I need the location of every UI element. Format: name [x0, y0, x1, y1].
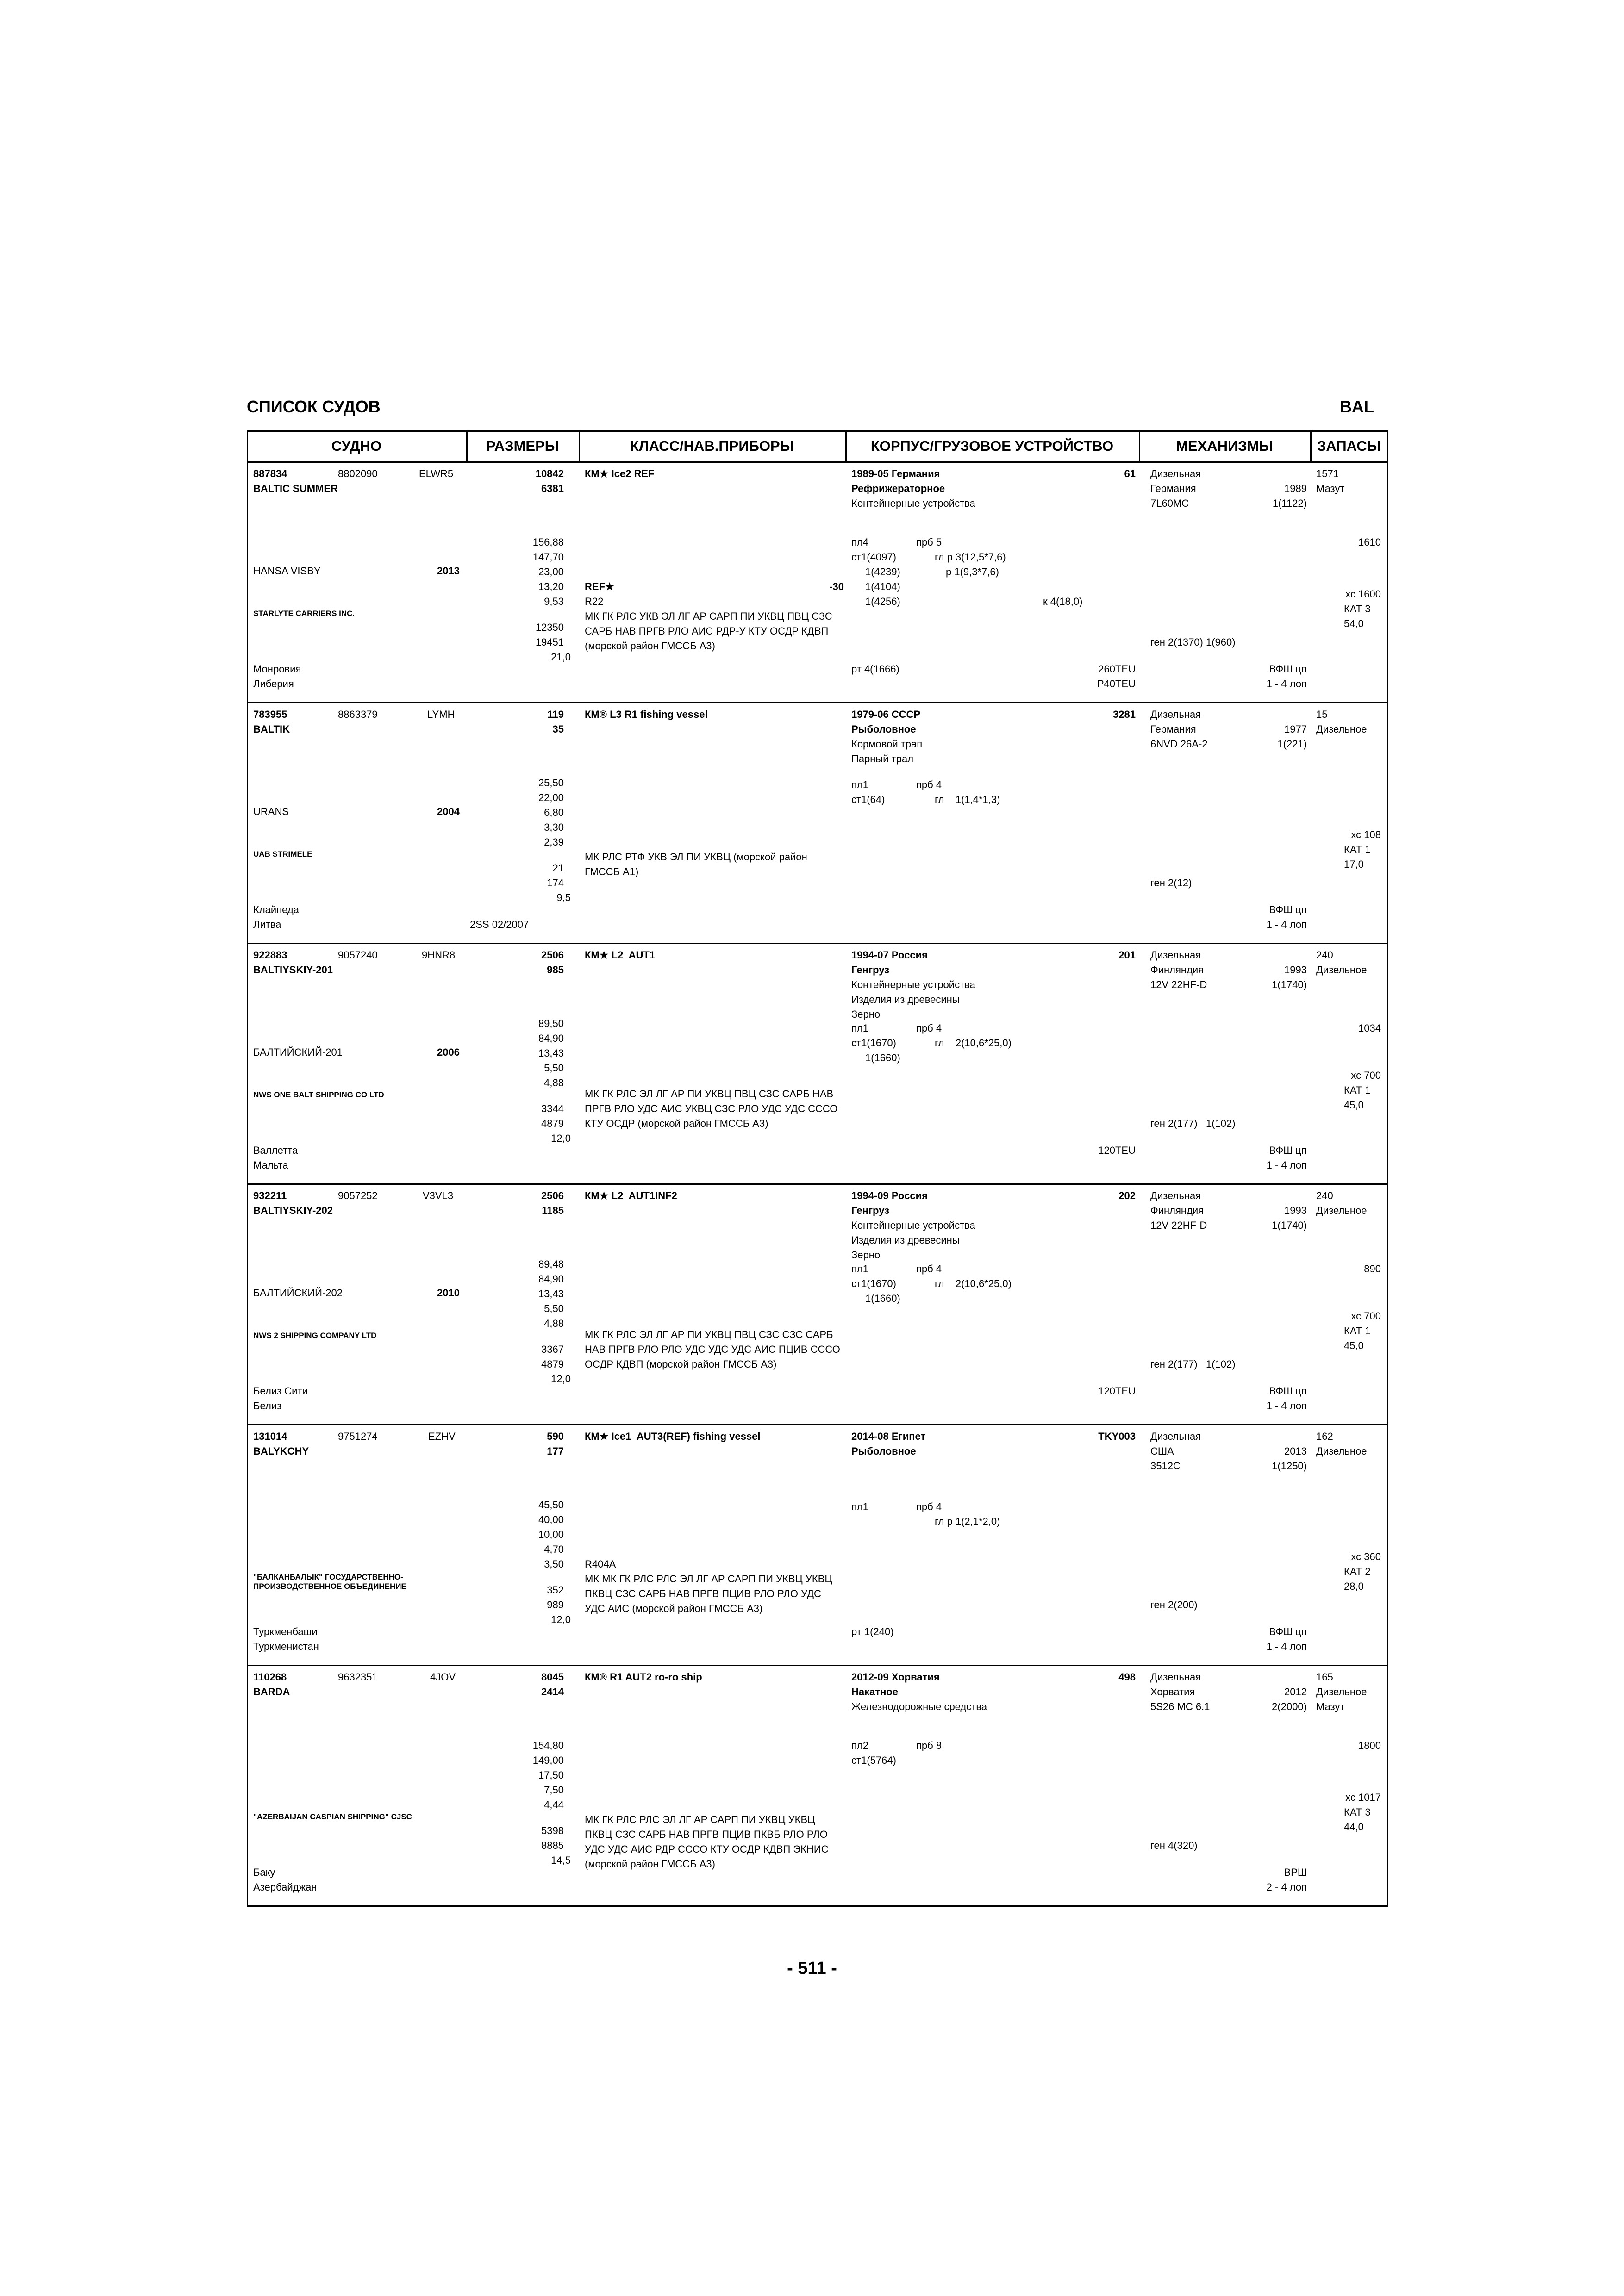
register-number: 131014: [253, 1431, 287, 1442]
propeller: ВФШ цп: [1269, 904, 1307, 915]
fuel-reserve: 890: [1364, 1263, 1381, 1275]
build-info: 2014-08 Египет: [851, 1431, 926, 1442]
imo-number: 9057252: [338, 1190, 378, 1201]
owner: "AZERBAIJAN CASPIAN SHIPPING" CJSC: [253, 1812, 412, 1821]
yard-number: 498: [1118, 1671, 1136, 1683]
register-number: 932211: [253, 1190, 287, 1201]
imo-number: 9751274: [338, 1431, 378, 1442]
dimension: 13,43: [538, 1047, 564, 1059]
dimension: 4,88: [544, 1318, 564, 1329]
engine-type: Дизельная: [1150, 1190, 1201, 1201]
engine-model: 7L60MC: [1150, 498, 1189, 509]
propeller: ВФШ цп: [1269, 1385, 1307, 1397]
fuel-capacity: 162: [1316, 1431, 1333, 1442]
column-divider: [466, 430, 468, 463]
nav-equipment: МК ГК РЛС ЭЛ ЛГ АР ПИ УКВЦ ПВЦ СЗС СЗС САРБ НАВ ПРГВ РЛО РЛО УДС УДС УДС АИС ПЦИВ СССО ОСДР КДВП (морской район ГМССБ А3): [585, 1329, 840, 1370]
engine-type: Дизельная: [1150, 1431, 1201, 1442]
former-name: БАЛТИЙСКИЙ-201: [253, 1046, 343, 1058]
net-tonnage: 2414: [541, 1686, 564, 1698]
call-sign: V3VL3: [423, 1190, 454, 1201]
dimension: 84,90: [538, 1273, 564, 1285]
register-number: 887834: [253, 468, 287, 479]
nav-equipment: МК ГК РЛС УКВ ЭЛ ЛГ АР САРП ПИ УКВЦ ПВЦ СЗС САРБ НАВ ПРГВ РЛО АИС РДР-У КТУ ОСДР КДВП (морской район ГМССБ А3): [585, 610, 832, 652]
yard-number: 201: [1118, 949, 1136, 961]
cargo-gear: Парный трал: [851, 753, 914, 765]
refrigeration-capacity: хс 360: [1351, 1551, 1381, 1562]
register-number: 922883: [253, 949, 287, 961]
column-divider: [1310, 430, 1312, 463]
dimension: 13,20: [538, 581, 564, 592]
hold: 1(1660): [865, 1052, 900, 1064]
hatch: гл р 3(12,5*7,6): [935, 551, 1006, 563]
refrigeration-capacity: хс 1017: [1345, 1792, 1381, 1803]
flag: Литва: [253, 919, 281, 930]
class-notation: КМ★ L2 AUT1: [585, 949, 656, 961]
propeller-blades: 1 - 4 лоп: [1266, 919, 1307, 930]
ramp: рт 4(1666): [851, 663, 899, 675]
speed: 9,5: [556, 892, 571, 903]
stores-value: 17,0: [1344, 859, 1364, 870]
engine-year: 2013: [1284, 1445, 1307, 1457]
bulkheads: прб 5: [916, 536, 942, 548]
deadweight: 21: [552, 862, 564, 874]
dimension: 9,53: [544, 596, 564, 607]
hatch: гл 1(1,4*1,3): [935, 794, 1000, 805]
fuel-capacity: 165: [1316, 1671, 1333, 1683]
decks: пл4: [851, 536, 868, 548]
dimension: 149,00: [532, 1755, 564, 1766]
decks: пл1: [851, 1501, 868, 1512]
dimension: 3,50: [544, 1558, 564, 1570]
engine-type: Дизельная: [1150, 1671, 1201, 1683]
engine-country: Финляндия: [1150, 964, 1204, 976]
stores-value: 44,0: [1344, 1821, 1364, 1833]
generators: ген 2(200): [1150, 1599, 1198, 1611]
category: КАТ 1: [1344, 1325, 1371, 1337]
propeller: ВФШ цп: [1269, 1145, 1307, 1156]
build-info: 1994-09 Россия: [851, 1190, 928, 1201]
register-number: 783955: [253, 709, 287, 720]
engine-year: 1989: [1284, 483, 1307, 494]
net-tonnage: 6381: [541, 483, 564, 494]
nav-equipment: МК ГК РЛС РЛС ЭЛ ЛГ АР САРП ПИ УКВЦ УКВЦ ПКВЦ СЗС САРБ НАВ ПРГВ ПЦИВ ПКВБ РЛО РЛО УДС УДС АИС РДР СССО КТУ ОСДР КДВП ЭКНИС (морской район ГМССБ А3): [585, 1814, 829, 1870]
year: 2010: [437, 1287, 460, 1299]
port: Туркменбаши: [253, 1626, 318, 1637]
engine-year: 2012: [1284, 1686, 1307, 1698]
hold: 1(1660): [865, 1293, 900, 1304]
refrigeration-capacity: хс 108: [1351, 829, 1381, 840]
port: Баку: [253, 1867, 275, 1878]
deadweight: 352: [547, 1584, 564, 1596]
deadweight: 5398: [541, 1825, 564, 1836]
cargo-gear: Железнодорожные средства: [851, 1701, 987, 1712]
yard-number: 61: [1124, 468, 1136, 479]
bulkheads: прб 4: [916, 779, 942, 790]
ship-name: BALTIK: [253, 723, 290, 735]
ship-name: BARDA: [253, 1686, 290, 1698]
ship-record: [247, 1666, 1388, 1905]
bulkheads: прб 4: [916, 1022, 942, 1034]
column-header-dimensions: РАЗМЕРЫ: [466, 430, 579, 463]
stores-value: 45,0: [1344, 1099, 1364, 1111]
flag: Мальта: [253, 1159, 288, 1171]
ship-record: [247, 944, 1388, 1185]
class-notation: КМ® L3 R1 fishing vessel: [585, 709, 708, 720]
engine-year: 1993: [1284, 1205, 1307, 1216]
ship-name: BALTIYSKIY-201: [253, 964, 333, 976]
cargo-gear: Зерно: [851, 1249, 881, 1261]
stores-value: 45,0: [1344, 1340, 1364, 1351]
propeller-blades: 1 - 4 лоп: [1266, 678, 1307, 690]
hold: ст1(5764): [851, 1755, 896, 1766]
hatch: р 1(9,3*7,6): [946, 566, 999, 578]
call-sign: ELWR5: [419, 468, 454, 479]
hatch: гл 2(10,6*25,0): [935, 1278, 1012, 1289]
year: 2006: [437, 1046, 460, 1058]
engine-type: Дизельная: [1150, 468, 1201, 479]
owner: "БАЛКАНБАЛЫК" ГОСУДАРСТВЕННО-ПРОИЗВОДСТВЕННОЕ ОБЪЕДИНЕНИЕ: [253, 1573, 406, 1591]
net-tonnage: 1185: [542, 1205, 564, 1216]
dimension: 17,50: [538, 1769, 564, 1781]
fuel-reserve: 1610: [1358, 536, 1381, 548]
ship-record: [247, 1185, 1388, 1425]
speed: 12,0: [551, 1373, 571, 1385]
class-notation: КМ★ Ice2 REF: [585, 468, 655, 479]
port: Монровия: [253, 663, 301, 675]
stores-value: 54,0: [1344, 618, 1364, 629]
propeller: ВФШ цп: [1269, 663, 1307, 675]
propeller: ВФШ цп: [1269, 1626, 1307, 1637]
dimension: 40,00: [538, 1514, 564, 1525]
build-info: 2012-09 Хорватия: [851, 1671, 940, 1683]
speed: 12,0: [551, 1614, 571, 1625]
fuel-capacity: 240: [1316, 1190, 1333, 1201]
year: 2004: [437, 806, 460, 817]
imo-number: 8802090: [338, 468, 378, 479]
dimension: 13,43: [538, 1288, 564, 1300]
dimension: 3,30: [544, 821, 564, 833]
engine-country: Германия: [1150, 723, 1196, 735]
nav-equipment: МК МК ГК РЛС РЛС ЭЛ ЛГ АР САРП ПИ УКВЦ УКВЦ ПКВЦ СЗС САРБ НАВ ПРГВ ПЦИВ РЛО РЛО УДС УДС АИС (морской район ГМССБ А3): [585, 1573, 832, 1614]
nav-equipment: МК РЛС РТФ УКВ ЭЛ ПИ УКВЦ (морской район ГМССБ А1): [585, 851, 807, 877]
hold: ст1(1670): [851, 1278, 896, 1289]
fuel-reserve: 1034: [1358, 1022, 1381, 1034]
container-capacity: 260TEU: [1098, 663, 1136, 675]
flag: Либерия: [253, 678, 294, 690]
hold: 1(4104): [865, 581, 900, 592]
dimension: 89,48: [538, 1258, 564, 1270]
hold: ст1(1670): [851, 1037, 896, 1049]
refrigeration-capacity: хс 700: [1351, 1310, 1381, 1322]
fuel-type: Мазут: [1316, 483, 1345, 494]
category: КАТ 3: [1344, 1806, 1371, 1818]
hatch: гл р 1(2,1*2,0): [935, 1516, 1000, 1527]
engine-type: Дизельная: [1150, 709, 1201, 720]
port: Клайпеда: [253, 904, 299, 915]
fuel-type: Мазут: [1316, 1701, 1345, 1712]
dimension: 5,50: [544, 1303, 564, 1314]
gross-tonnage: 8045: [541, 1671, 564, 1683]
build-info: 1994-07 Россия: [851, 949, 928, 961]
dimension: 4,70: [544, 1543, 564, 1555]
hold: 1(4239): [865, 566, 900, 578]
class-notation: КМ® R1 AUT2 ro-ro ship: [585, 1671, 702, 1683]
container-capacity: 120TEU: [1098, 1385, 1136, 1397]
column-divider: [579, 430, 580, 463]
propeller: ВРШ: [1284, 1867, 1307, 1878]
engine-model: 12V 22HF-D: [1150, 1220, 1207, 1231]
ship-record: [247, 1425, 1388, 1666]
bulkheads: прб 4: [916, 1263, 942, 1275]
column-header-machinery: МЕХАНИЗМЫ: [1139, 430, 1310, 463]
cargo-gear: Кормовой трап: [851, 738, 923, 750]
engine-power: 1(221): [1277, 738, 1307, 750]
bulkheads: прб 8: [916, 1740, 942, 1751]
generators: ген 2(1370) 1(960): [1150, 636, 1236, 648]
speed: 21,0: [551, 651, 571, 663]
fuel-type: Дизельное: [1316, 964, 1367, 976]
cargo-gear: Контейнерные устройства: [851, 498, 975, 509]
propeller-blades: 1 - 4 лоп: [1266, 1641, 1307, 1652]
propeller-blades: 1 - 4 лоп: [1266, 1159, 1307, 1171]
net-tonnage: 177: [547, 1445, 564, 1457]
year: 2013: [437, 565, 460, 577]
class-notation: КМ★ Ice1 AUT3(REF) fishing vessel: [585, 1431, 761, 1442]
register-number: 110268: [253, 1671, 287, 1683]
column-header-vessel: СУДНО: [247, 430, 466, 463]
decks: пл1: [851, 1263, 868, 1275]
engine-power: 2(2000): [1272, 1701, 1307, 1712]
gross-tonnage: 2506: [541, 1190, 564, 1201]
section-code: BAL: [1340, 397, 1374, 416]
owner: UAB STRIMELE: [253, 850, 312, 859]
dimension: 22,00: [538, 792, 564, 803]
refrigerant: R404A: [585, 1558, 616, 1570]
fuel-type: Дизельное: [1316, 1686, 1367, 1698]
displacement: 4879: [541, 1358, 564, 1370]
engine-country: Германия: [1150, 483, 1196, 494]
category: КАТ 3: [1344, 603, 1371, 615]
ship-name: BALTIC SUMMER: [253, 483, 338, 494]
flag: Туркменистан: [253, 1641, 319, 1652]
fuel-type: Дизельное: [1316, 1445, 1367, 1457]
container-capacity: P40TEU: [1097, 678, 1136, 690]
ship-type: Рефрижераторное: [851, 483, 945, 494]
dimension: 23,00: [538, 566, 564, 578]
gross-tonnage: 10842: [535, 468, 564, 479]
displacement: 8885: [541, 1840, 564, 1851]
yard-number: TKY003: [1098, 1431, 1136, 1442]
dimension: 2,39: [544, 836, 564, 848]
propeller-blades: 1 - 4 лоп: [1266, 1400, 1307, 1412]
owner: NWS 2 SHIPPING COMPANY LTD: [253, 1331, 377, 1340]
category: КАТ 2: [1344, 1566, 1371, 1577]
generators: ген 2(12): [1150, 877, 1192, 889]
refrigeration-capacity: хс 1600: [1345, 588, 1381, 600]
ship-type: Генгруз: [851, 964, 890, 976]
yard-number: 3281: [1113, 709, 1136, 720]
decks: пл2: [851, 1740, 868, 1751]
ship-record: [247, 463, 1388, 703]
hold: ст1(64): [851, 794, 885, 805]
page-number: - 511 -: [787, 1959, 837, 1978]
decks: пл1: [851, 1022, 868, 1034]
refrigerant: R22: [585, 596, 604, 607]
fuel-capacity: 1571: [1316, 468, 1339, 479]
generators: ген 2(177) 1(102): [1150, 1118, 1236, 1129]
former-name: БАЛТИЙСКИЙ-202: [253, 1287, 343, 1299]
hatch: гл 2(10,6*25,0): [935, 1037, 1012, 1049]
hold: ст1(4097): [851, 551, 896, 563]
nav-equipment: МК ГК РЛС ЭЛ ЛГ АР ПИ УКВЦ ПВЦ СЗС САРБ НАВ ПРГВ РЛО УДС АИС УКВЦ СЗС РЛО УДС УДС СССО КТУ ОСДР (морской район ГМССБ А3): [585, 1088, 838, 1129]
owner: NWS ONE BALT SHIPPING CO LTD: [253, 1090, 384, 1099]
port: Белиз Сити: [253, 1385, 308, 1397]
engine-country: США: [1150, 1445, 1174, 1457]
cargo-gear: Контейнерные устройства: [851, 979, 975, 990]
engine-year: 1977: [1284, 723, 1307, 735]
deadweight: 12350: [535, 622, 564, 633]
column-header-stores: ЗАПАСЫ: [1310, 430, 1388, 463]
dimension: 154,80: [532, 1740, 564, 1751]
fuel-capacity: 240: [1316, 949, 1333, 961]
deadweight: 3367: [541, 1344, 564, 1355]
former-name: URANS: [253, 806, 289, 817]
ship-type: Генгруз: [851, 1205, 890, 1216]
category: КАТ 1: [1344, 1084, 1371, 1096]
survey-status: 2SS 02/2007: [470, 919, 529, 930]
dimension: 25,50: [538, 777, 564, 789]
engine-year: 1993: [1284, 964, 1307, 976]
net-tonnage: 985: [547, 964, 564, 976]
dimension: 7,50: [544, 1784, 564, 1796]
engine-model: 12V 22HF-D: [1150, 979, 1207, 990]
gross-tonnage: 119: [547, 709, 564, 720]
propeller-blades: 2 - 4 лоп: [1266, 1881, 1307, 1893]
imo-number: 9057240: [338, 949, 378, 961]
engine-power: 1(1740): [1272, 1220, 1307, 1231]
fuel-type: Дизельное: [1316, 723, 1367, 735]
former-name: HANSA VISBY: [253, 565, 321, 577]
dimension: 6,80: [544, 807, 564, 818]
dimension: 147,70: [532, 551, 564, 563]
decks: пл1: [851, 779, 868, 790]
bulkheads: прб 4: [916, 1501, 942, 1512]
engine-country: Хорватия: [1150, 1686, 1195, 1698]
imo-number: 8863379: [338, 709, 378, 720]
cargo-gear: Изделия из древесины: [851, 1234, 960, 1246]
displacement: 174: [547, 877, 564, 889]
dimension: 84,90: [538, 1033, 564, 1044]
dimension: 89,50: [538, 1018, 564, 1029]
ship-type: Рыболовное: [851, 1445, 916, 1457]
hold: 1(4256): [865, 596, 900, 607]
engine-power: 1(1122): [1272, 498, 1307, 509]
imo-number: 9632351: [338, 1671, 378, 1683]
generators: ген 4(320): [1150, 1840, 1198, 1851]
engine-country: Финляндия: [1150, 1205, 1204, 1216]
gross-tonnage: 2506: [541, 949, 564, 961]
displacement: 19451: [535, 636, 564, 648]
speed: 12,0: [551, 1132, 571, 1144]
container-capacity: 120TEU: [1098, 1145, 1136, 1156]
cargo-gear: Контейнерные устройства: [851, 1220, 975, 1231]
engine-power: 1(1250): [1272, 1460, 1307, 1472]
stores-value: 28,0: [1344, 1580, 1364, 1592]
displacement: 4879: [541, 1118, 564, 1129]
ship-record: [247, 703, 1388, 944]
dimension: 4,44: [544, 1799, 564, 1811]
engine-power: 1(1740): [1272, 979, 1307, 990]
call-sign: 9HNR8: [422, 949, 456, 961]
cranes: к 4(18,0): [1043, 596, 1083, 607]
flag: Азербайджан: [253, 1881, 317, 1893]
port: Валлетта: [253, 1145, 298, 1156]
cargo-gear: Изделия из древесины: [851, 994, 960, 1005]
dimension: 4,88: [544, 1077, 564, 1089]
page-title: СПИСОК СУДОВ: [247, 397, 381, 416]
deadweight: 3344: [541, 1103, 564, 1114]
gross-tonnage: 590: [547, 1431, 564, 1442]
net-tonnage: 35: [552, 723, 564, 735]
engine-model: 5S26 MC 6.1: [1150, 1701, 1210, 1712]
ramp: рт 1(240): [851, 1626, 894, 1637]
ref-temperature: -30: [829, 581, 844, 592]
call-sign: LYMH: [427, 709, 455, 720]
column-header-hull: КОРПУС/ГРУЗОВОЕ УСТРОЙСТВО: [845, 430, 1139, 463]
ref-class: REF★: [585, 581, 614, 592]
displacement: 989: [547, 1599, 564, 1611]
ship-name: BALTIYSKIY-202: [253, 1205, 333, 1216]
speed: 14,5: [551, 1854, 571, 1866]
column-header-class: КЛАСС/НАВ.ПРИБОРЫ: [579, 430, 845, 463]
dimension: 5,50: [544, 1062, 564, 1074]
dimension: 10,00: [538, 1529, 564, 1540]
build-info: 1989-05 Германия: [851, 468, 940, 479]
generators: ген 2(177) 1(102): [1150, 1358, 1236, 1370]
dimension: 45,50: [538, 1499, 564, 1511]
engine-model: 6NVD 26A-2: [1150, 738, 1208, 750]
ship-name: BALYKCHY: [253, 1445, 309, 1457]
cargo-gear: Зерно: [851, 1008, 881, 1020]
column-divider: [845, 430, 847, 463]
column-divider: [1139, 430, 1140, 463]
call-sign: EZHV: [428, 1431, 456, 1442]
category: КАТ 1: [1344, 844, 1371, 855]
refrigeration-capacity: хс 700: [1351, 1070, 1381, 1081]
ship-type: Рыболовное: [851, 723, 916, 735]
flag: Белиз: [253, 1400, 282, 1412]
dimension: 156,88: [532, 536, 564, 548]
engine-type: Дизельная: [1150, 949, 1201, 961]
engine-model: 3512C: [1150, 1460, 1181, 1472]
yard-number: 202: [1118, 1190, 1136, 1201]
ship-type: Накатное: [851, 1686, 899, 1698]
call-sign: 4JOV: [430, 1671, 456, 1683]
fuel-capacity: 15: [1316, 709, 1328, 720]
owner: STARLYTE CARRIERS INC.: [253, 609, 355, 618]
build-info: 1979-06 СССР: [851, 709, 921, 720]
class-notation: КМ★ L2 AUT1INF2: [585, 1190, 677, 1201]
fuel-type: Дизельное: [1316, 1205, 1367, 1216]
fuel-reserve: 1800: [1358, 1740, 1381, 1751]
